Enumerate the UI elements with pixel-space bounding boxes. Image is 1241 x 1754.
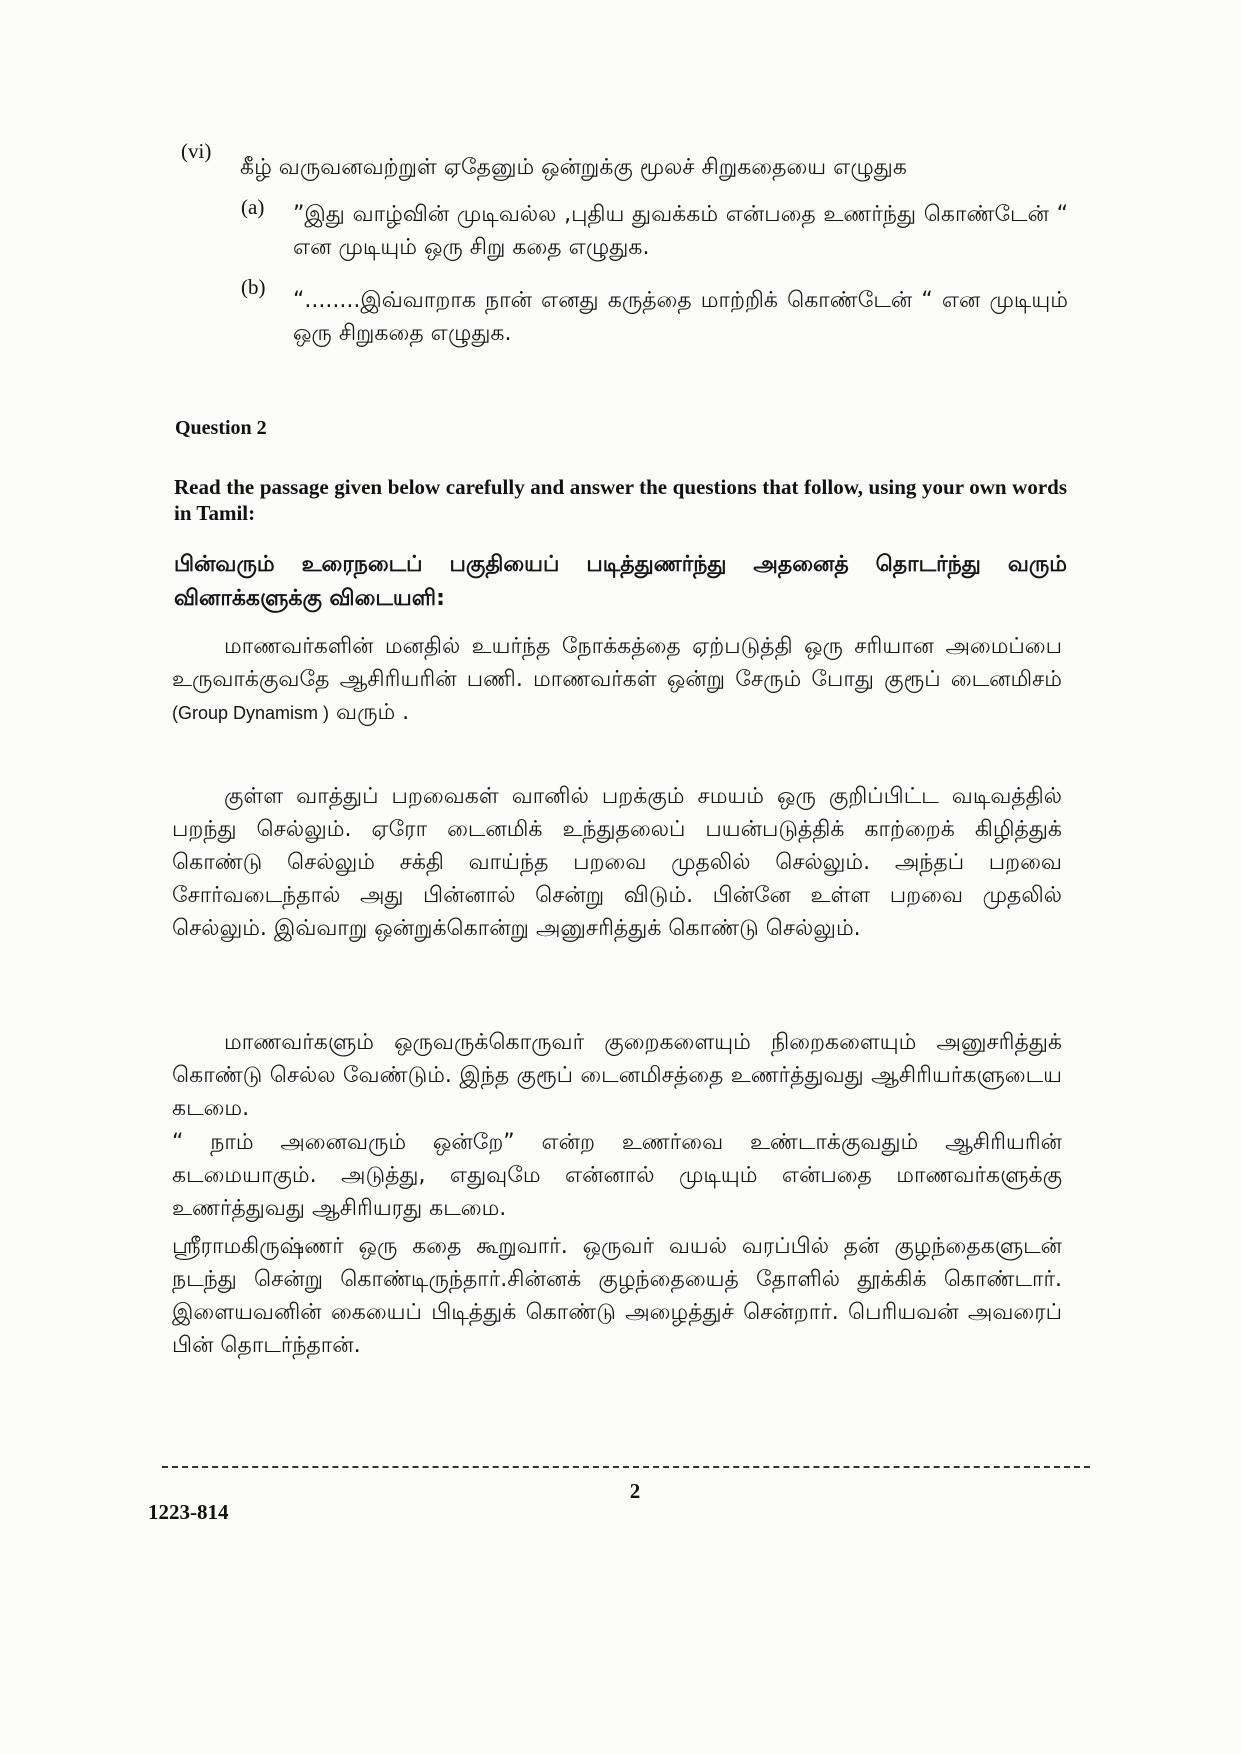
paper-code: 1223-814 <box>148 1500 229 1524</box>
passage-paragraph-1 <box>172 630 1062 730</box>
sub-question-number: (vi) <box>181 139 212 163</box>
sub-question-text: கீழ் வருவனவற்றுள் ஏதேனும் ஒன்றுக்கு மூலச் சிறுகதையை எழுதுக <box>240 155 907 180</box>
footer-divider <box>162 1466 1090 1468</box>
question-2-instruction-english: Read the passage given below carefully and answer the questions that follow, using your own words in Tamil: <box>174 475 1067 525</box>
passage-paragraph-5: ஸ்ரீராமகிருஷ்ணர் ஒரு கதை கூறுவார். ஒருவர் வயல் வரப்பில் தன் குழந்தைகளுடன் நடந்து சென்று கொண்டிருந்தார்.சின்னக் குழந்தையைத் தோளில் தூக்கிக் கொண்டார். இளையவனின் கையைப் பிடித்துக் கொண்டு அழைத்துச் சென்றார். பெரியவன் அவரைப் பின் தொடர்ந்தான். <box>172 1234 1062 1358</box>
option-a-label: (a) <box>241 195 265 219</box>
option-a-text: ”இது வாழ்வின் முடிவல்ல ,புதிய துவக்கம் என்பதை உணர்ந்து கொண்டேன் “ என முடியும் ஒரு சிறு கதை எழுதுக. <box>293 202 1068 260</box>
passage-paragraph-3: மாணவர்களும் ஒருவருக்கொருவர் குறைகளையும் நிறைகளையும் அனுசரித்துக் கொண்டு செல்ல வேண்டும். இந்த குரூப் டைனமிசத்தை உணர்த்துவது ஆசிரியர்களுடைய கடமை. <box>172 1030 1063 1121</box>
question-2-instruction-tamil: பின்வரும் உரைநடைப் பகுதியைப் படித்துணர்ந்து அதனைத் தொடர்ந்து வரும் வினாக்களுக்கு விடையளி: <box>174 552 1067 611</box>
passage-paragraph-1-end: வரும் . <box>336 700 410 725</box>
option-b-text: “........இவ்வாறாக நான் எனது கருத்தை மாற்றிக் கொண்டேன் “ என முடியும் ஒரு சிறுகதை எழுதுக. <box>293 288 1068 346</box>
option-b-label: (b) <box>241 275 266 299</box>
question-2-heading: Question 2 <box>175 417 267 439</box>
passage-paragraph-2: குள்ள வாத்துப் பறவைகள் வானில் பறக்கும் சமயம் ஒரு குறிப்பிட்ட வடிவத்தில் பறந்து செல்லும். ஏரோ டைனமிக் உந்துதலைப் பயன்படுத்திக் காற்றைக் கிழித்துக் கொண்டு செல்லும் சக்தி வாய்ந்த பறவை முதலில் செல்லும். அந்தப் பறவை சோர்வடைந்தால் அது பின்னால் சென்று விடும். பின்னே உள்ள பறவை முதலில் செல்லும். இவ்வாறு ஒன்றுக்கொன்று அனுசரித்துக் கொண்டு செல்லும். <box>172 784 1062 941</box>
passage-paragraph-1-text: மாணவர்களின் மனதில் உயர்ந்த நோக்கத்தை ஏற்படுத்தி ஒரு சரியான அமைப்பை உருவாக்குவதே ஆசிரியரின் பணி. மாணவர்கள் ஒன்று சேரும் போது குரூப் டைனமிசம் <box>172 634 1062 692</box>
passage-paragraph-4: “ நாம் அனைவரும் ஒன்றே” என்ற உணர்வை உண்டாக்குவதும் ஆசிரியரின் கடமையாகும். அடுத்து, எதுவுமே என்னால் முடியும் என்பதை மாணவர்களுக்கு உணர்த்துவது ஆசிரியரது கடமை. <box>172 1130 1062 1221</box>
passage-paragraph-1-english-term: (Group Dynamism ) <box>172 703 330 723</box>
page-number: 2 <box>629 1479 641 1503</box>
